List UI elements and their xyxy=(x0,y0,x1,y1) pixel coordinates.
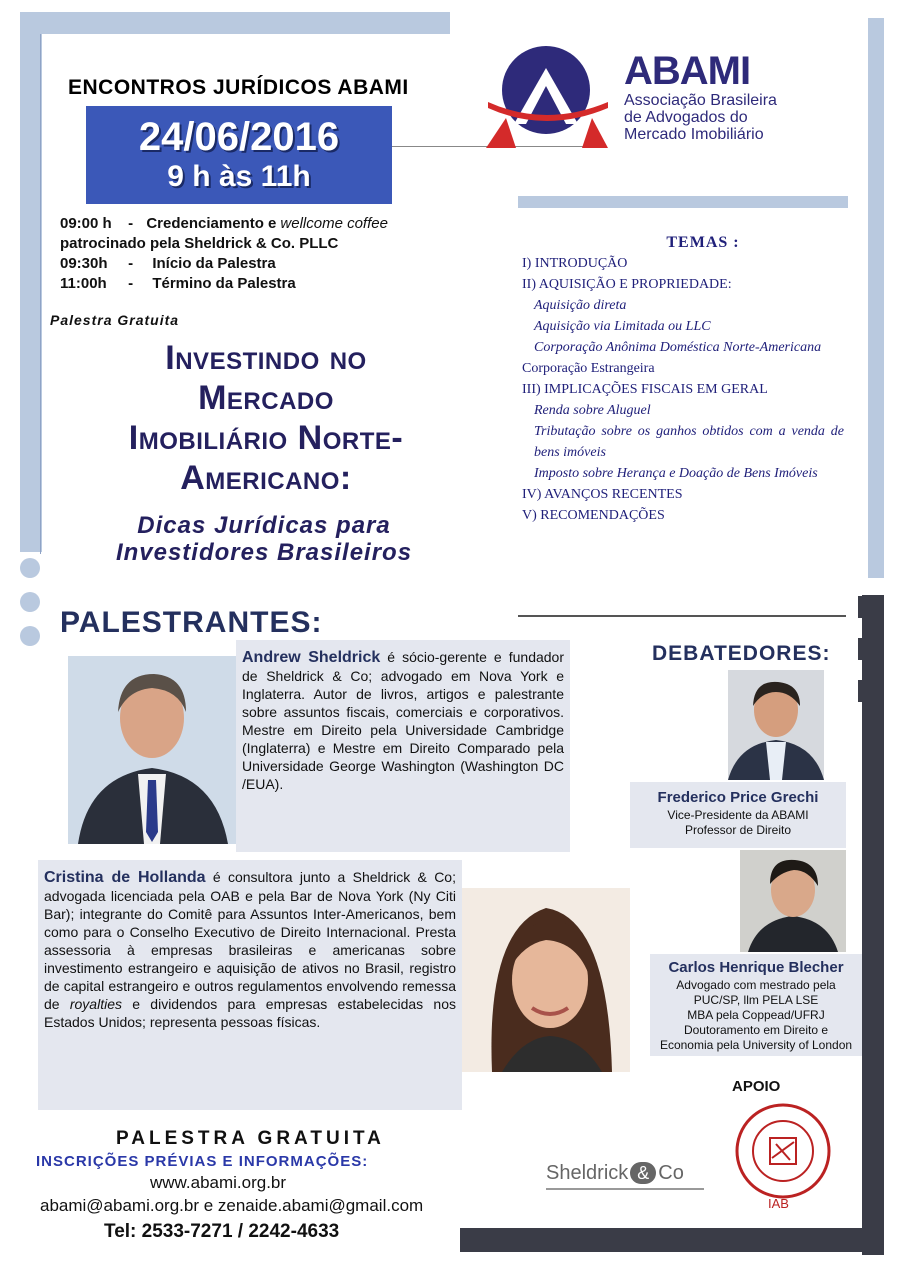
tema-item: III) IMPLICAÇÕES FISCAIS EM GERAL xyxy=(522,382,768,397)
debater-credential: MBA pela Coppead/UFRJ xyxy=(687,1008,825,1022)
abami-subtitle-1: Associação Brasileira xyxy=(624,92,777,109)
tema-item: Corporação Anônima Doméstica Norte-Americana xyxy=(534,340,822,355)
frame-bottom-bar xyxy=(460,1228,884,1252)
andrew-sheldrick-photo xyxy=(68,656,236,844)
iab-seal xyxy=(734,1102,832,1200)
tema-item: Aquisição direta xyxy=(534,298,627,313)
debater-card-carlos xyxy=(650,954,862,1056)
footer-phone: Tel: 2533-7271 / 2242-4633 xyxy=(104,1221,340,1242)
abami-logo-mark-icon xyxy=(486,38,612,150)
event-title: ENCONTROS JURÍDICOS ABAMI xyxy=(68,76,409,99)
main-title xyxy=(36,338,496,498)
frame-top-bar xyxy=(20,12,450,34)
tema-item: Corporação Estrangeira xyxy=(522,361,655,376)
decor-dot xyxy=(20,626,40,646)
temas-divider xyxy=(518,615,846,617)
frederico-grechi-photo xyxy=(728,670,824,780)
iab-caption: IAB xyxy=(768,1196,789,1211)
debater-role: Vice-Presidente da ABAMI xyxy=(667,808,809,822)
cristina-hollanda-photo xyxy=(462,888,630,1072)
schedule-time: 09:00 h xyxy=(60,215,112,232)
debater-credential: PUC/SP, llm PELA LSE xyxy=(693,993,819,1007)
schedule-row xyxy=(60,254,388,274)
tema-item: Tributação sobre os ganhos obtidos com a venda de bens imóveis xyxy=(534,424,844,460)
debatedores-heading: DEBATEDORES: xyxy=(652,642,831,665)
sponsor-ampersand: & xyxy=(630,1162,656,1184)
iab-seal-icon xyxy=(734,1102,832,1200)
debater-credential: Economia pela University of London xyxy=(659,1038,853,1052)
portrait-woman-icon xyxy=(462,888,630,1072)
temas-header-bar xyxy=(518,196,848,208)
speaker-bio-text xyxy=(236,640,570,793)
palestra-gratuita-label: Palestra Gratuita xyxy=(50,312,180,328)
debater-credential: Doutoramento em Direito e xyxy=(683,1023,829,1037)
tema-item: Imposto sobre Herança e Doação de Bens Imóveis xyxy=(534,466,818,481)
speaker-bio-text xyxy=(38,860,462,1031)
sponsor-suffix: Co xyxy=(658,1162,684,1184)
palestrantes-heading: PALESTRANTES: xyxy=(60,606,323,639)
frame-right-bar xyxy=(868,18,884,578)
apoio-label: APOIO xyxy=(732,1078,781,1095)
date-box xyxy=(86,106,392,204)
schedule-time: 09:30h xyxy=(60,255,108,272)
decor-dot xyxy=(20,592,40,612)
decor-square xyxy=(858,596,880,618)
sheldrick-logo xyxy=(546,1162,704,1190)
speaker-name: Cristina de Hollanda xyxy=(44,869,206,886)
schedule xyxy=(60,214,388,294)
tema-item: IV) AVANÇOS RECENTES xyxy=(522,487,683,502)
tema-item: V) RECOMENDAÇÕES xyxy=(522,508,665,523)
subtitle-line: Dicas Jurídicas para xyxy=(137,512,391,539)
temas-list xyxy=(522,232,844,526)
speaker-bio-body: é consultora junto a Sheldrick & Co; advogada licenciada pela OAB e pela Bar de Nova York (Ny Citi Bar); integrante do Comitê para Assuntos Inter-Americanos, bem como para o Conselho Executivo de Direito Internacional. Presta assessoria à empresas brasileiras e americanas sobre investimento estrangeiro e aquisição de ativos no Brasil, registro de capital estrangeiro e outros regulamentos envolvendo remessa de xyxy=(44,869,456,1012)
footer-gratuita: PALESTRA GRATUITA xyxy=(116,1128,385,1149)
schedule-row xyxy=(60,214,388,234)
abami-brand: ABAMI xyxy=(624,49,751,93)
footer-website[interactable]: www.abami.org.br xyxy=(150,1173,287,1192)
temas-heading: TEMAS : xyxy=(666,234,740,251)
schedule-sep: - xyxy=(128,215,134,232)
speaker-name: Andrew Sheldrick xyxy=(242,649,381,666)
speaker-bio-italic: royalties xyxy=(69,996,122,1012)
title-line: Investindo no xyxy=(165,339,367,377)
schedule-text: Credenciamento e xyxy=(146,215,277,232)
schedule-row xyxy=(60,234,388,254)
decor-square xyxy=(858,638,880,660)
schedule-text: patrocinado pela Sheldrick & Co. PLLC xyxy=(60,235,339,252)
tema-item: Renda sobre Aluguel xyxy=(534,403,651,418)
speaker-bio-body: e dividendos para empresas estabelecidas nos Estados Unidos; representa pessoas físicas. xyxy=(44,996,456,1030)
schedule-text: Início da Palestra xyxy=(152,255,276,272)
abami-subtitle-2: de Advogados do xyxy=(624,109,748,126)
tema-item: I) INTRODUÇÃO xyxy=(522,256,628,271)
carlos-blecher-photo xyxy=(740,850,846,952)
event-time: 9 h às 11h xyxy=(167,160,311,193)
schedule-row xyxy=(60,274,388,294)
tema-item: II) AQUISIÇÃO E PROPRIEDADE: xyxy=(522,277,732,292)
debater-role: Professor de Direito xyxy=(684,823,792,837)
speaker-bio-andrew xyxy=(236,640,570,852)
title-line: Americano: xyxy=(180,459,352,497)
abami-logo xyxy=(486,38,612,150)
footer-inscricoes: INSCRIÇÕES PRÉVIAS E INFORMAÇÕES: xyxy=(36,1153,369,1170)
speaker-bio-body: é sócio-gerente e fundador de Sheldrick & Co; advogado em Nova York e Inglaterra. Autor de livros, artigos e palestrante sobre assuntos fiscais, comerciais e corporativos. Mestre em Direito pela Universidade Cambridge (Inglaterra) e Mestre em Direito Comparado pela Universidade George Washington (Washington DC /EUA). xyxy=(242,649,564,792)
schedule-italic: wellcome coffee xyxy=(280,215,388,232)
debater-name: Frederico Price Grechi xyxy=(657,789,819,806)
speaker-bio-cristina xyxy=(38,860,462,1110)
schedule-text: Término da Palestra xyxy=(152,275,296,292)
title-line: Imobiliário Norte- xyxy=(128,419,404,457)
portrait-man-icon xyxy=(728,670,824,780)
subtitle-line: Investidores Brasileiros xyxy=(115,539,413,566)
abami-subtitle-3: Mercado Imobiliário xyxy=(624,126,764,143)
debater-name: Carlos Henrique Blecher xyxy=(668,959,844,976)
title-line: Mercado xyxy=(198,379,334,417)
debater-credential: Advogado com mestrado pela xyxy=(676,978,836,992)
schedule-sep: - xyxy=(128,255,134,272)
portrait-man-icon xyxy=(68,656,236,844)
tema-item: Aquisição via Limitada ou LLC xyxy=(534,319,711,334)
footer-emails[interactable]: abami@abami.org.br e zenaide.abami@gmail.com xyxy=(40,1196,424,1215)
sponsor-name: Sheldrick xyxy=(546,1162,629,1184)
event-date: 24/06/2016 xyxy=(138,115,340,159)
portrait-man-icon xyxy=(740,850,846,952)
schedule-time: 11:00h xyxy=(60,275,107,292)
sub-title xyxy=(36,512,492,566)
debater-card-frederico xyxy=(630,782,846,848)
decor-square xyxy=(858,680,880,702)
abami-logo-text xyxy=(624,50,777,143)
schedule-sep: - xyxy=(128,275,134,292)
